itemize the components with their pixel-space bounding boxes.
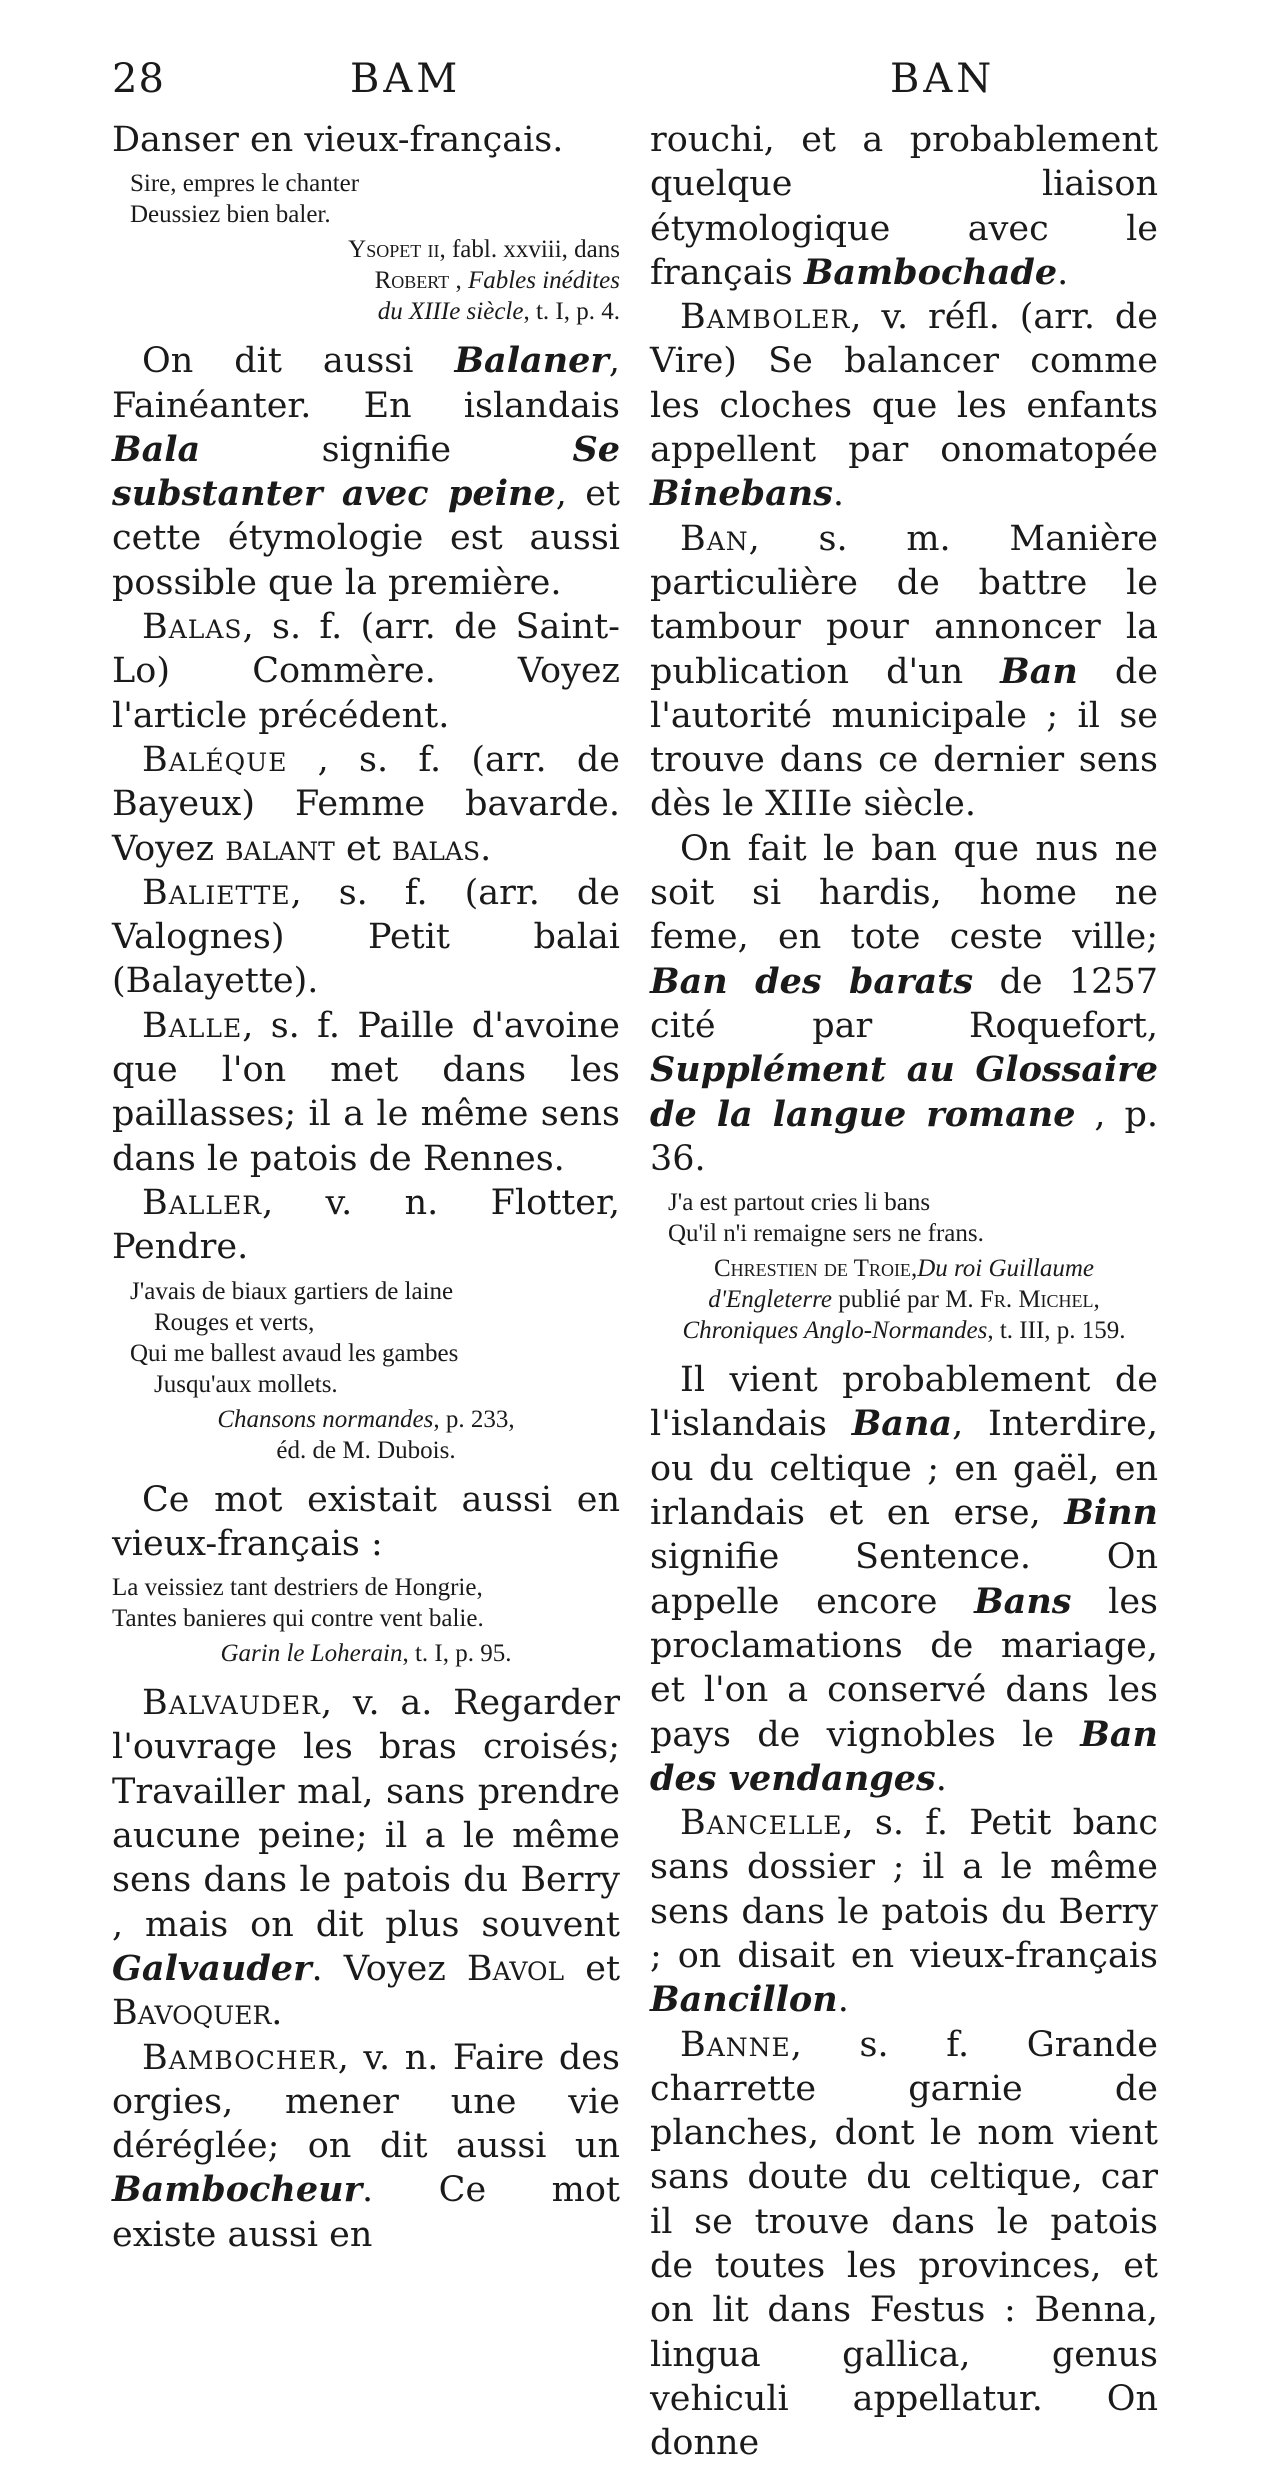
entry-baliette: Baliette, s. f. (arr. de Valognes) Petit balai (Balayette). [112, 872, 620, 1002]
right-column [650, 118, 1158, 2466]
citation: Chrestien de Troie,Du roi Guillaume d'Engleterre publié par M. Fr. Michel, Chroniques Anglo-Normandes, t. III, p. 159. [682, 1255, 1126, 1345]
quotation [112, 168, 620, 230]
quotation [650, 1187, 1158, 1249]
running-header [0, 56, 1268, 126]
citation: Garin le Loherain, t. I, p. 95. [220, 1640, 512, 1668]
left-running-head: BAM [350, 56, 462, 102]
quotation [112, 1572, 620, 1634]
paragraph: rouchi, et a probablement quelque liaison étymologique avec le français Bambochade. [650, 120, 1158, 293]
right-running-head: BAN [890, 56, 996, 102]
entry-baleque: Baléque , s. f. (arr. de Bayeux) Femme bavarde. Voyez balant et balas. [112, 739, 620, 869]
quotation [112, 1276, 620, 1400]
quote-line: J'avais de biaux gartiers de laine [130, 1277, 454, 1305]
entry-banne: Banne, s. f. Grande charrette garnie de planches, dont le nom vient sans doute du celtique, car il se trouve dans le patois de toutes les provinces, et on lit dans Festus : Benna, lingua gallica, genus vehiculi appellatur. On donne [650, 2024, 1158, 2464]
paragraph: On dit aussi Balaner, Fainéanter. En islandais Bala signifie Se substanter avec peine, et cette étymologie est aussi possible que la première. [112, 340, 620, 603]
quote-line: Tantes banieres qui contre vent balie. [112, 1605, 484, 1633]
entry-baller: Baller, v. n. Flotter, Pendre. [112, 1182, 620, 1268]
paragraph: Il vient probablement de l'islandais Bana, Interdire, ou du celtique ; en gaël, en irlandais et en erse, Binn signifie Sentence. On appelle encore Bans les proclamations de mariage, et l'on a conservé dans les pays de vignobles le Ban des vendanges. [650, 1360, 1158, 1799]
paragraph: Ce mot existait aussi en vieux-français : [112, 1479, 620, 1564]
page-number: 28 [112, 56, 165, 102]
paragraph: Danser en vieux-français. [112, 120, 564, 160]
quote-line: La veissiez tant destriers de Hongrie, [112, 1574, 483, 1602]
entry-ban: Ban, s. m. Manière particulière de battre le tambour pour annoncer la publication d'un Ban de l'autorité municipale ; il se trouve dans ce dernier sens dès le XIIIe siècle. [650, 518, 1158, 825]
entry-bambocher: Bambocher, v. n. Faire des orgies, mener une vie déréglée; on dit aussi un Bambocheur. Ce mot existe aussi en [112, 2037, 620, 2255]
quote-line: Qui me ballest avaud les gambes [130, 1339, 459, 1367]
entry-bancelle: Bancelle, s. f. Petit banc sans dossier ; il a le même sens dans le patois du Berry ; on disait en vieux-français Bancillon. [650, 1803, 1158, 2021]
citation: Ysopet ii, fabl. xxviii, dans Robert , Fables inédites du XIIIe siècle, t. I, p. 4. [348, 236, 620, 326]
left-column [112, 118, 620, 2257]
quote-line: J'a est partout cries li bans [668, 1189, 931, 1217]
quote-line: Qu'il n'i remaigne sers ne frans. [668, 1220, 984, 1248]
paragraph: On fait le ban que nus ne soit si hardis, home ne feme, en tote ceste ville; Ban des barats de 1257 cité par Roquefort, Supplément au Glossaire de la langue romane , p. 36. [650, 828, 1158, 1179]
quote-line: Jusqu'aux mollets. [154, 1370, 338, 1398]
quote-line: Sire, empres le chanter [130, 170, 360, 198]
quote-line: Deussiez bien baler. [130, 201, 331, 229]
entry-balvauder: Balvauder, v. a. Regarder l'ouvrage les bras croisés; Travailler mal, sans prendre aucune peine; il a le même sens dans le patois du Berry , mais on dit plus souvent Galvauder. Voyez Bavol et Bavoquer. [112, 1683, 621, 2034]
citation: Chansons normandes, p. 233, éd. de M. Dubois. [217, 1405, 515, 1464]
entry-balas: Balas, s. f. (arr. de Saint-Lo) Commère. Voyez l'article précédent. [112, 607, 620, 736]
entry-bamboler: Bamboler, v. réfl. (arr. de Vire) Se balancer comme les cloches que les enfants appellent par onomatopée Binebans. [650, 297, 1158, 515]
quote-line: Rouges et verts, [154, 1308, 315, 1336]
entry-balle: Balle, s. f. Paille d'avoine que l'on met dans les paillasses; il a le même sens dans le patois de Rennes. [112, 1005, 620, 1179]
